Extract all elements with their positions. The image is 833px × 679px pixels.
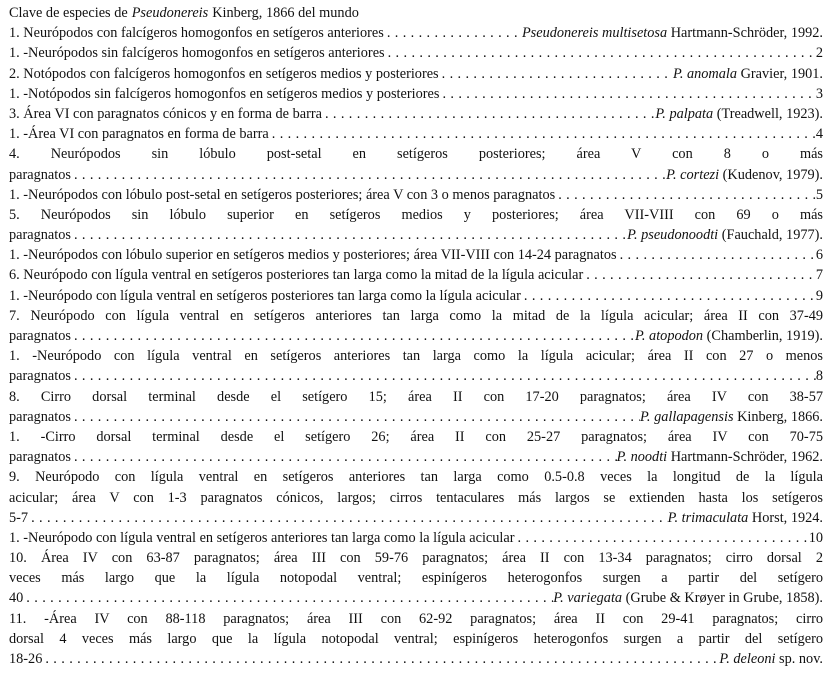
key-entry-line: 9. Neurópodo con lígula ventral en setígeros anteriores tan larga como 0.5-0.8 veces la longitud de la lígula bbox=[9, 469, 823, 486]
entry-text: 6. Neurópodo con lígula ventral en setígeros posteriores tan larga como la mitad de la lígula acicular bbox=[9, 267, 584, 284]
key-entry-line: 1. -Cirro dorsal terminal desde el setígero 26; área II con 25-27 paragnatos; área IV con 70-75 bbox=[9, 428, 823, 445]
dot-leader bbox=[269, 124, 816, 144]
dot-leader bbox=[439, 84, 815, 104]
species-author: Gravier, 1901. bbox=[737, 65, 823, 82]
species-author: (Kudenov, 1979). bbox=[719, 166, 823, 183]
key-entry-line: 10. Área IV con 63-87 paragnatos; área III con 59-76 paragnatos; área II con 13-34 paragnatos; cirro dorsal 2 bbox=[9, 550, 823, 567]
species-name: P. noodti bbox=[616, 449, 668, 466]
key-entry bbox=[9, 286, 823, 306]
entry-result bbox=[635, 326, 823, 346]
dot-leader bbox=[385, 43, 816, 63]
dot-leader bbox=[521, 286, 816, 306]
entry-result bbox=[627, 225, 823, 245]
species-author: (Treadwell, 1923). bbox=[713, 105, 823, 122]
species-name: P. deleoni bbox=[719, 651, 776, 667]
goto-number: 4 bbox=[815, 126, 823, 143]
species-name: P. trimaculata bbox=[667, 509, 749, 526]
goto-number: 8 bbox=[815, 368, 823, 385]
key-entry-line: 4. Neurópodos sin lóbulo post-setal en setígeros posteriores; área V con 8 o más bbox=[9, 146, 823, 163]
entry-text: 1. -Neurópodos con lóbulo superior en setígeros medios y posteriores; área VII-VIII con 14-24 paragnatos bbox=[9, 247, 617, 264]
entry-text: 40 bbox=[9, 590, 24, 607]
dot-leader bbox=[555, 185, 816, 205]
species-name: P. anomala bbox=[672, 65, 738, 82]
dot-leader bbox=[439, 64, 673, 84]
entry-text: 3. Área VI con paragnatos cónicos y en forma de barra bbox=[9, 105, 322, 122]
entry-text: 18-26 bbox=[9, 651, 43, 667]
goto-number: 5 bbox=[815, 186, 823, 203]
key-title bbox=[9, 3, 823, 23]
key-entry bbox=[9, 407, 823, 427]
entry-text: paragnatos bbox=[9, 368, 71, 385]
key-title-suffix: Kinberg, 1866 del mundo bbox=[212, 5, 359, 21]
entry-result bbox=[668, 508, 823, 528]
entry-result bbox=[640, 407, 823, 427]
species-author: (Fauchald, 1977). bbox=[718, 227, 823, 244]
entry-text: paragnatos bbox=[9, 227, 71, 244]
dot-leader bbox=[23, 588, 553, 608]
species-name: P. atopodon bbox=[635, 328, 704, 344]
entry-text: 1. -Área VI con paragnatos en forma de barra bbox=[9, 126, 269, 143]
key-entry bbox=[9, 366, 823, 386]
entry-text: 1. Neurópodos con falcígeros homogonfos en setígeros anteriores bbox=[9, 25, 384, 42]
key-entry-line: dorsal 4 veces más largo que la lígula notopodal ventral; espinígeros heterogonfos surgen a partir del setígero bbox=[9, 630, 823, 647]
key-entry bbox=[9, 588, 823, 608]
species-name: P. cortezi bbox=[666, 166, 720, 183]
entry-text: 1. -Neurópodo con lígula ventral en setígeros posteriores tan larga como la lígula acicular bbox=[9, 287, 521, 304]
key-entry bbox=[9, 104, 823, 124]
key-entry bbox=[9, 649, 823, 669]
key-entry bbox=[9, 185, 823, 205]
key-entry bbox=[9, 265, 823, 285]
entry-result bbox=[655, 104, 823, 124]
species-author: (Chamberlin, 1919). bbox=[703, 328, 823, 344]
dot-leader bbox=[71, 326, 635, 346]
entry-text: paragnatos bbox=[9, 328, 71, 344]
dot-leader bbox=[71, 366, 816, 386]
key-entry bbox=[9, 447, 823, 467]
species-name: P. variegata bbox=[553, 590, 623, 607]
goto-number: 3 bbox=[815, 85, 823, 102]
dot-leader bbox=[71, 165, 666, 185]
entry-result bbox=[522, 23, 823, 43]
key-entry bbox=[9, 64, 823, 84]
key-entry bbox=[9, 23, 823, 43]
entry-result bbox=[666, 165, 823, 185]
entry-result bbox=[553, 588, 823, 608]
entry-text: 1. -Neurópodos con lóbulo post-setal en setígeros posteriores; área V con 3 o menos paragnatos bbox=[9, 186, 556, 203]
goto-number: 2 bbox=[815, 45, 823, 62]
key-entry-line: 7. Neurópodo con lígula ventral en setígeros anteriores tan larga como la mitad de la lígula acicular; área II con 37-49 bbox=[9, 307, 823, 324]
species-author: Hartmann-Schröder, 1992. bbox=[667, 25, 823, 42]
key-entry-line: acicular; área V con 1-3 paragnatos cónicos, largos; cirros tentaculares más largos se extienden hasta los setígeros bbox=[9, 489, 823, 506]
species-author: sp. nov. bbox=[775, 651, 823, 667]
dot-leader bbox=[42, 649, 719, 669]
key-entry-line: 1. -Neurópodo con lígula ventral en setígeros anteriores tan larga como la lígula acicular; área II con 27 o menos bbox=[9, 348, 823, 365]
goto-number: 9 bbox=[815, 287, 823, 304]
key-entry bbox=[9, 84, 823, 104]
entry-text: paragnatos bbox=[9, 408, 71, 425]
dot-leader bbox=[515, 528, 809, 548]
entry-text: 2. Notópodos con falcígeros homogonfos en setígeros medios y posteriores bbox=[9, 65, 439, 82]
key-entry bbox=[9, 225, 823, 245]
dot-leader bbox=[583, 265, 816, 285]
key-entry bbox=[9, 508, 823, 528]
key-entry-line: 8. Cirro dorsal terminal desde el setígero 15; área II con 17-20 paragnatos; área IV con 38-57 bbox=[9, 388, 823, 405]
entry-text: 5-7 bbox=[9, 509, 29, 526]
goto-number: 10 bbox=[808, 529, 823, 546]
key-title-prefix: Clave de especies de bbox=[9, 5, 128, 21]
species-name: P. palpata bbox=[655, 105, 714, 122]
key-entry bbox=[9, 245, 823, 265]
species-name: P. pseudonoodti bbox=[627, 227, 719, 244]
dot-leader bbox=[71, 407, 640, 427]
key-entry bbox=[9, 43, 823, 63]
species-author: Hartmann-Schröder, 1962. bbox=[667, 449, 823, 466]
key-entry-line: 11. -Área IV con 88-118 paragnatos; área III con 62-92 paragnatos; área II con 29-41 paragnatos; cirro bbox=[9, 610, 823, 627]
entry-text: paragnatos bbox=[9, 166, 71, 183]
dot-leader bbox=[28, 508, 668, 528]
entry-text: 1. -Notópodos sin falcígeros homogonfos en setígeros medios y posteriores bbox=[9, 85, 440, 102]
dot-leader bbox=[384, 23, 522, 43]
dot-leader bbox=[617, 245, 816, 265]
key-title-genus: Pseudonereis bbox=[131, 5, 209, 21]
entry-result bbox=[673, 64, 823, 84]
dot-leader bbox=[71, 447, 617, 467]
key-entry bbox=[9, 124, 823, 144]
entry-text: paragnatos bbox=[9, 449, 71, 466]
dot-leader bbox=[71, 225, 627, 245]
species-name: P. gallapagensis bbox=[640, 408, 734, 425]
key-entry bbox=[9, 326, 823, 346]
species-name: Pseudonereis multisetosa bbox=[521, 25, 668, 42]
key-entry bbox=[9, 165, 823, 185]
entry-result bbox=[719, 649, 823, 669]
species-author: (Grube & Krøyer in Grube, 1858). bbox=[622, 590, 823, 607]
key-entry-line: veces más largo que la lígula notopodal ventral; espinígeros heterogonfos surgen a partir del setígero bbox=[9, 570, 823, 587]
entry-text: 1. -Neurópodo con lígula ventral en setígeros anteriores tan larga como la lígula acicular bbox=[9, 529, 515, 546]
goto-number: 7 bbox=[815, 267, 823, 284]
entry-text: 1. -Neurópodos sin falcígeros homogonfos en setígeros anteriores bbox=[9, 45, 385, 62]
goto-number: 6 bbox=[815, 247, 823, 264]
entry-result bbox=[617, 447, 823, 467]
species-author: Horst, 1924. bbox=[748, 509, 823, 526]
key-entry-line: 5. Neurópodos sin lóbulo superior en setígeros medios y posteriores; área VII-VIII con 69 o más bbox=[9, 206, 823, 223]
key-entry bbox=[9, 528, 823, 548]
species-author: Kinberg, 1866. bbox=[733, 408, 823, 425]
dot-leader bbox=[322, 104, 655, 124]
